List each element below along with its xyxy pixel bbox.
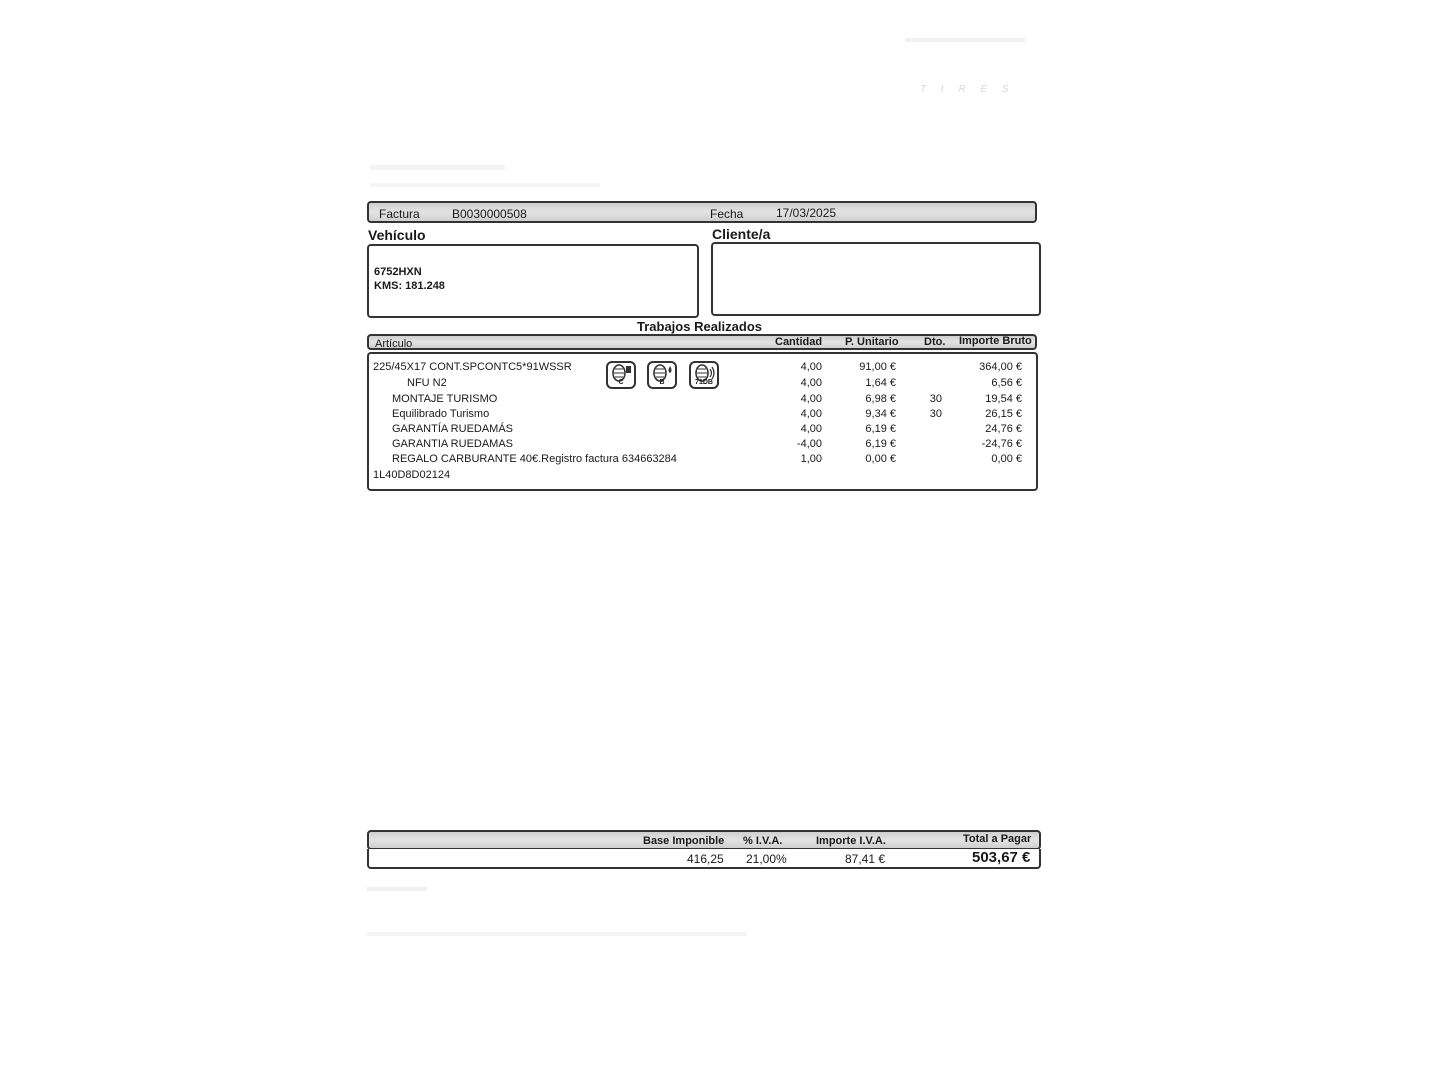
wet-grip-class: B [659,379,665,386]
row-qty: -4,00 [796,438,822,450]
total-label: Total a Pagar [963,833,1032,845]
total-value: 503,67 € [972,849,1031,866]
scan-smudge [367,932,747,936]
vehicle-box [367,244,699,318]
row-desc: GARANTIA RUEDAMAS [392,438,514,450]
iva-label: Importe I.V.A. [816,835,886,847]
table-row [373,423,1034,438]
scan-smudge [905,38,1025,42]
row-desc: GARANTÍA RUEDAMÁS [392,423,514,435]
base-label: Base Imponible [643,835,725,847]
row-qty: 4,00 [800,393,822,405]
col-unitario: P. Unitario [845,336,899,348]
client-title: Cliente/a [712,226,771,242]
row-desc: 225/45X17 CONT.SPCONTC5*91WSSR [373,361,572,373]
factura-label: Factura [379,207,420,221]
row-unit-price: 1,64 € [865,377,896,389]
row-qty: 4,00 [800,408,822,420]
noise-badge [689,361,719,389]
row-amount: 24,76 € [985,423,1022,435]
totals-values-box [367,849,1041,869]
iva-pct-value: 21,00% [746,852,787,866]
work-title: Trabajos Realizados [637,319,762,334]
iva-value: 87,41 € [845,852,886,866]
fuel-efficiency-class: C [618,379,624,386]
fecha-value: 17/03/2025 [776,206,837,220]
table-row [373,393,1034,408]
row-desc: NFU N2 [407,377,447,389]
scan-smudge [367,887,427,891]
row-unit-price: 6,19 € [865,438,896,450]
factura-number: B0030000508 [452,207,527,221]
noise-level: 71DB [695,379,713,386]
row-unit-price: 6,98 € [865,393,896,405]
header-watermark: T I R E S [920,84,1015,95]
table-row [373,453,1034,468]
vehicle-kms: KMS: 181.248 [374,280,445,292]
col-cantidad: Cantidad [775,336,823,348]
col-dto: Dto. [924,336,946,348]
row-amount: 6,56 € [991,377,1022,389]
invoice-header-bar [367,201,1037,223]
work-columns-bar [367,334,1037,350]
row-amount: 19,54 € [985,393,1022,405]
scan-smudge [370,165,505,170]
row-qty: 4,00 [800,361,822,373]
totals-header-bar [367,830,1041,850]
work-lines-box [367,352,1038,491]
iva-pct-label: % I.V.A. [743,835,783,847]
fuel-efficiency-badge [606,361,636,389]
row-unit-price: 91,00 € [859,361,896,373]
row-unit-price: 0,00 € [865,453,896,465]
row-amount: 26,15 € [985,408,1022,420]
table-row [373,408,1034,423]
col-articulo: Artículo [375,338,413,350]
vehicle-plate: 6752HXN [374,266,422,278]
table-row [373,469,1034,484]
row-discount: 30 [929,393,942,405]
client-box [711,242,1041,316]
row-desc: MONTAJE TURISMO [392,393,498,405]
row-amount: 0,00 € [991,453,1022,465]
row-amount: 364,00 € [979,361,1022,373]
row-qty: 4,00 [800,423,822,435]
row-qty: 1,00 [800,453,822,465]
table-row [373,438,1034,453]
row-qty: 4,00 [800,377,822,389]
scan-smudge [370,183,600,187]
row-desc: REGALO CARBURANTE 40€.Registro factura 634663284 [392,453,677,465]
row-code: 1L40D8D02124 [373,469,451,481]
row-unit-price: 9,34 € [865,408,896,420]
row-discount: 30 [929,408,942,420]
wet-grip-badge [647,361,677,389]
base-value: 416,25 [687,852,724,866]
vehicle-title: Vehículo [368,227,426,243]
fecha-label: Fecha [710,207,744,221]
row-unit-price: 6,19 € [865,423,896,435]
col-importe: Importe Bruto [959,335,1032,347]
row-desc: Equilibrado Turismo [392,408,490,420]
row-amount: -24,76 € [981,438,1022,450]
